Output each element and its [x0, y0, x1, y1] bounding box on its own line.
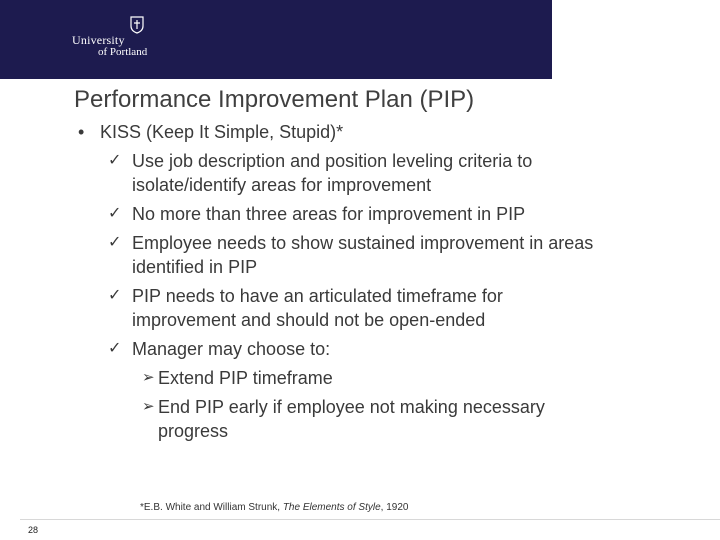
bullet-text: KISS (Keep It Simple, Stupid)* — [100, 122, 344, 142]
page-divider — [20, 519, 720, 520]
checkmark-icon: ✓ — [108, 287, 122, 304]
check-item-text: Use job description and position leveling criteria to isolate/identify areas for improvement — [132, 151, 533, 195]
checkmark-icon: ✓ — [108, 205, 122, 222]
check-item-text: PIP needs to have an articulated timeframe for improvement and should not be open-ended — [132, 286, 503, 330]
logo-text-portland: of Portland — [98, 46, 148, 58]
checkmark-icon: ✓ — [108, 340, 122, 357]
footnote-year: , 1920 — [380, 502, 409, 513]
footnote-book-title: The Elements of Style — [282, 502, 381, 513]
checkmark-icon: ✓ — [108, 234, 122, 251]
page-number: 28 — [28, 525, 39, 535]
arrow-bullet-icon: ➢ — [142, 398, 155, 415]
check-item-text: Manager may choose to: — [132, 339, 331, 359]
checkmark-icon: ✓ — [108, 152, 122, 169]
sub-item-text: Extend PIP timeframe — [158, 368, 333, 388]
footnote-author: *E.B. White and William Strunk, — [140, 502, 283, 513]
slide-title: Performance Improvement Plan (PIP) — [74, 86, 475, 113]
logo-text-university: University — [72, 33, 125, 47]
check-item-text: Employee needs to show sustained improvement in areas identified in PIP — [132, 233, 594, 277]
bullet-icon: • — [78, 122, 85, 142]
sub-item-text: End PIP early if employee not making necessary progress — [158, 397, 545, 441]
footnote — [140, 502, 408, 513]
arrow-bullet-icon: ➢ — [142, 369, 155, 386]
check-item-text: No more than three areas for improvement in PIP — [132, 204, 526, 224]
